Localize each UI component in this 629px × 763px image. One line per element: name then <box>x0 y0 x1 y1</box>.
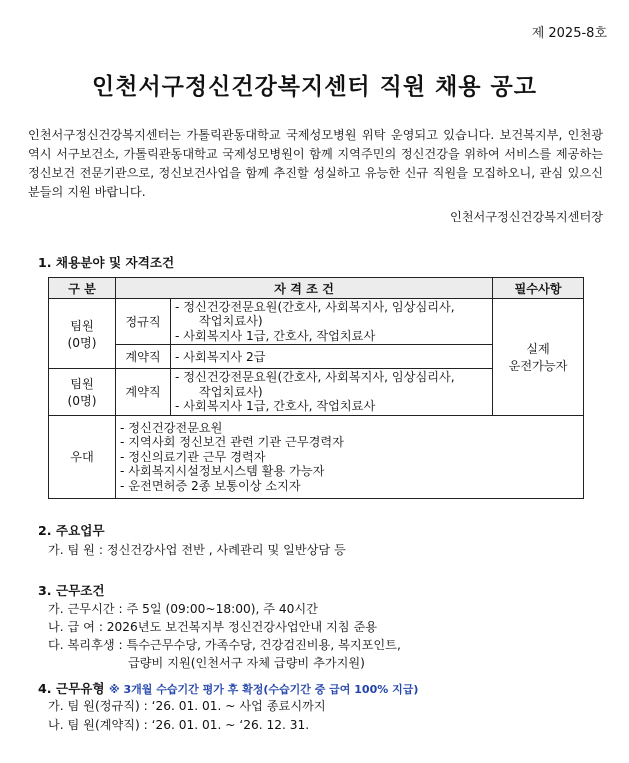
section-heading-4 <box>38 678 418 697</box>
list-item: - 운전면허증 2종 보통이상 소지자 <box>120 478 301 493</box>
probation-note: ※ 3개월 수습기간 평가 후 확정(수습기간 중 급여 100% 지급) <box>108 683 419 696</box>
section-heading-3: 3. 근무조건 <box>38 583 105 598</box>
document-number: 제 2025-8호 <box>531 26 607 41</box>
condition-welfare-cont: 급량비 지원(인천서구 자체 급량비 추가지원) <box>128 656 365 670</box>
group2-contract-quals <box>171 368 493 415</box>
list-item: - 사회복지사 1급, 간호사, 작업치료사 <box>175 328 376 343</box>
requirements-table <box>48 277 584 499</box>
list-item: 작업치료사) <box>199 384 263 399</box>
list-item: - 지역사회 정신보건 관련 기관 근무경력자 <box>120 435 344 450</box>
page-title: 인천서구정신건강복지센터 직원 채용 공고 <box>92 74 537 100</box>
group2-count: (0명) <box>67 393 97 408</box>
intro-paragraph: 인천서구정신건강복지센터는 가톨릭관동대학교 국제성모병원 위탁 운영되고 있습니다. 보건복지부, 인천광역시 서구보건소, 가톨릭관동대학교 국제성모병원이 함께 지역주민의 정신건강을 위하여 서비스를 제공하는 정신보건 전문기관으로, 정신보건사업을 함께 추진할 성실하고 유능한 신규 직원을 모집하오니, 관심 있으신 분들의 지원 바랍니다. <box>28 128 603 199</box>
group1-count: (0명) <box>67 335 97 350</box>
group1-name: 팀원 <box>70 318 94 333</box>
group1-contract-quals: - 사회복지사 2급 <box>171 344 493 368</box>
table-row <box>49 415 584 498</box>
group2-contract-label: 계약직 <box>116 368 171 415</box>
header-qualification: 자 격 조 건 <box>116 278 493 299</box>
group1-regular-quals <box>171 299 493 344</box>
condition-salary: 나. 급 여 : 2026년도 보건복지부 정신건강사업안내 지침 준용 <box>48 620 377 634</box>
required-line-1: 실제 <box>526 341 550 356</box>
condition-hours: 가. 근무시간 : 주 5일 (09:00~18:00), 주 40시간 <box>48 602 318 616</box>
list-item: - 정신의료기관 근무 경력자 <box>120 449 266 464</box>
group2-name: 팀원 <box>70 376 94 391</box>
list-item: - 정신건강전문요원(간호사, 사회복지사, 임상심리사, <box>175 299 455 314</box>
group1-contract-label: 계약직 <box>116 344 171 368</box>
type-contract: 나. 팀 원(계약직) : ‘26. 01. 01. ~ ‘26. 12. 31. <box>48 718 310 732</box>
required-cell <box>493 299 584 415</box>
section-heading-2: 2. 주요업무 <box>38 523 105 538</box>
table-header-row <box>49 278 584 299</box>
signer: 인천서구정신건강복지센터장 <box>449 210 603 224</box>
list-item: - 사회복지사 1급, 간호사, 작업치료사 <box>175 399 376 414</box>
list-item: 작업치료사) <box>199 314 263 329</box>
preferred-label: 우대 <box>49 415 116 498</box>
group1-cell <box>49 299 116 369</box>
list-item: - 정신건강전문요원 <box>120 420 223 435</box>
preferred-quals <box>116 415 584 498</box>
group1-regular-label: 정규직 <box>116 299 171 344</box>
header-required: 필수사항 <box>493 278 584 299</box>
group2-cell <box>49 368 116 415</box>
type-regular: 가. 팀 원(정규직) : ‘26. 01. 01. ~ 사업 종료시까지 <box>48 699 326 713</box>
required-line-2: 운전가능자 <box>508 358 568 373</box>
section-heading-4-text: 4. 근무유형 <box>38 681 105 696</box>
section-heading-1: 1. 채용분야 및 자격조건 <box>38 255 175 270</box>
list-item: - 정신건강전문요원(간호사, 사회복지사, 임상심리사, <box>175 370 455 385</box>
condition-welfare: 다. 복리후생 : 특수근무수당, 가족수당, 건강검진비용, 복지포인트, <box>48 638 401 652</box>
duty-line: 가. 팀 원 : 정신건강사업 전반 , 사례관리 및 일반상담 등 <box>48 543 346 557</box>
list-item: - 사회복지시설정보시스템 활용 가능자 <box>120 464 325 479</box>
table-row <box>49 299 584 344</box>
header-category: 구 분 <box>49 278 116 299</box>
